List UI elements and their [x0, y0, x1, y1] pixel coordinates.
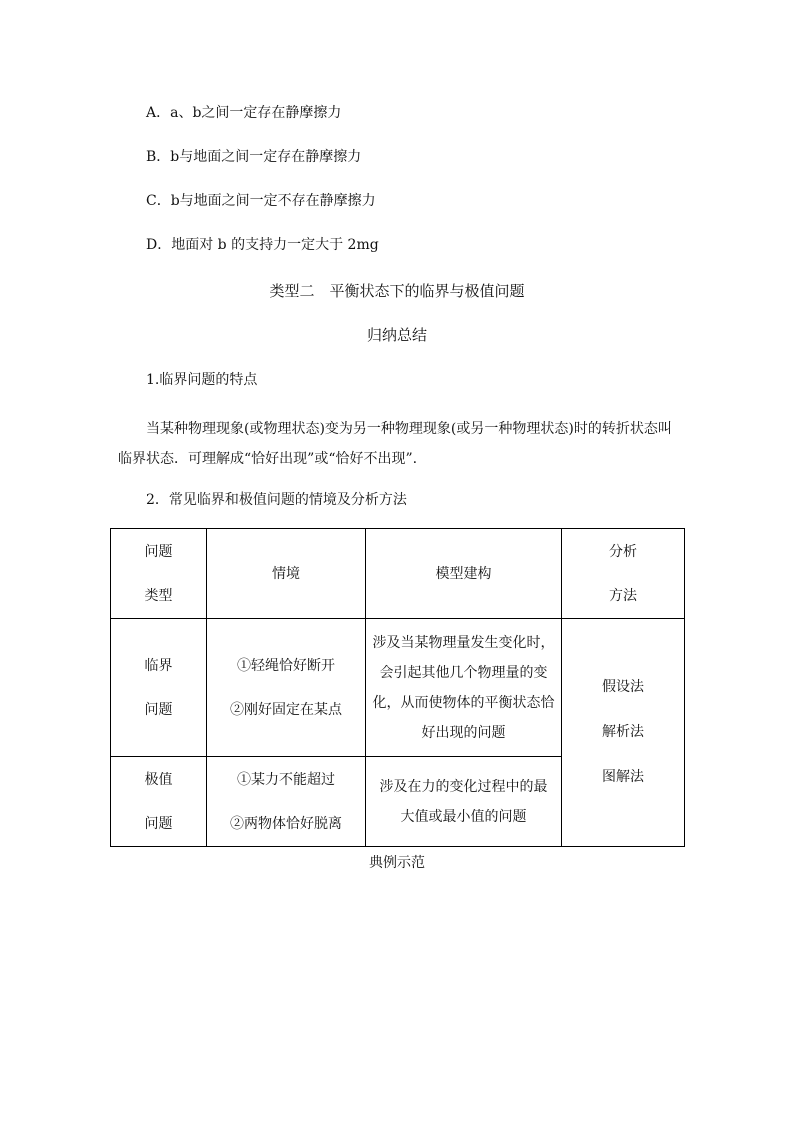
row-type-line: 临界: [144, 657, 173, 674]
table-header-row: [111, 529, 685, 619]
header-type-line: 类型: [144, 587, 173, 604]
point1-text: 当某种物理现象(或物理状态)变为另一种物理现象(或另一种物理状态)时的转折状态叫临界状态．可理解成“恰好出现”或“恰好不出现”.: [118, 421, 672, 467]
point1-heading: 1.临界问题的特点: [146, 372, 258, 388]
header-type: [111, 529, 207, 619]
header-method-line: 分析: [609, 543, 637, 560]
model-line: 涉及当某物理量发生变化时，: [372, 634, 555, 651]
row-type-line: 极值: [144, 771, 173, 788]
header-scenario: 情境: [207, 529, 366, 619]
row-type-line: 问题: [144, 701, 173, 718]
model-line: 化，从而使物体的平衡状态恰: [372, 694, 555, 711]
row-type-line: 问题: [144, 815, 173, 832]
row-type-critical: [111, 619, 207, 757]
model-line: 好出现的问题: [421, 724, 506, 741]
row-scenario-critical: [207, 619, 366, 757]
option-c: C．b与地面之间一定不存在静摩擦力: [146, 193, 376, 209]
point2-heading: 2．常见临界和极值问题的情境及分析方法: [146, 492, 407, 508]
scenario-line: ②两物体恰好脱离: [230, 815, 342, 832]
table-row: [111, 619, 685, 757]
method-item: 解析法: [602, 724, 644, 740]
header-method: [562, 529, 685, 619]
example-heading: 典例示范: [369, 855, 425, 871]
row-scenario-extreme: [207, 757, 366, 847]
model-line: 会引起其他几个物理量的变: [379, 664, 548, 681]
header-type-line: 问题: [144, 543, 173, 560]
method-item: 假设法: [602, 679, 644, 695]
model-line: 大值或最小值的问题: [400, 808, 527, 825]
model-line: 涉及在力的变化过程中的最: [379, 778, 548, 795]
scenario-line: ②刚好固定在某点: [230, 701, 342, 718]
analysis-table: [110, 528, 685, 847]
header-model: 模型建构: [366, 529, 562, 619]
row-model-extreme: [366, 757, 562, 847]
row-type-extreme: [111, 757, 207, 847]
option-d: D．地面对 b 的支持力一定大于 2mg: [146, 237, 379, 253]
method-cell: [562, 619, 685, 847]
option-b: B．b与地面之间一定存在静摩擦力: [146, 149, 362, 165]
summary-heading: 归纳总结: [366, 326, 427, 344]
option-a: A．a、b之间一定存在静摩擦力: [146, 105, 342, 121]
header-method-line: 方法: [609, 587, 637, 604]
scenario-line: ①某力不能超过: [237, 771, 335, 788]
method-item: 图解法: [602, 769, 644, 785]
section-title: 类型二 平衡状态下的临界与极值问题: [269, 282, 525, 300]
scenario-line: ①轻绳恰好断开: [237, 657, 335, 674]
row-model-critical: [366, 619, 562, 757]
